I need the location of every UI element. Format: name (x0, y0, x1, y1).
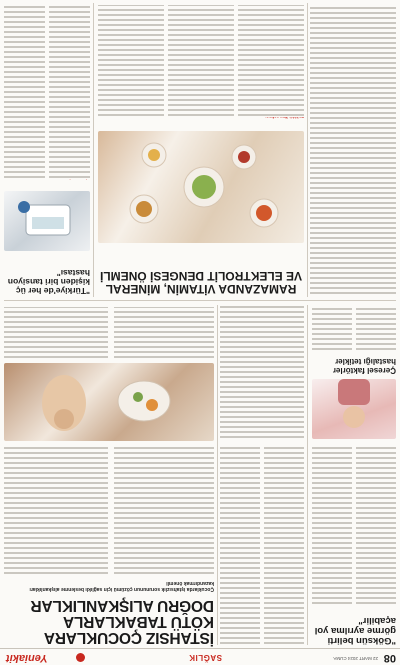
iftar-table-photo (98, 131, 304, 243)
column-rule (307, 305, 308, 645)
side-story-right-bottom-text (356, 305, 396, 351)
woman-photo (312, 379, 396, 439)
center-story-text-3 (98, 5, 164, 117)
main-headline: İSTAHSIZ ÇOCUKLARA KÖTÜ TABAKLARLA DOĞRU ALIŞKANLIKLAR (30, 597, 214, 646)
main-story-text (114, 445, 214, 575)
side-story-right-bottom-text-2 (312, 305, 352, 351)
side-story-right-bottom: Çeresel faktörler hastalığı tetikler (332, 357, 396, 375)
center-story-text (238, 5, 304, 117)
section-rule (4, 300, 396, 301)
side-story-left: "Türkiye'de her üç kişiden biri tansiyon hastası" (7, 267, 90, 296)
publication-date: 22 MART 2024 CUMA (333, 656, 378, 661)
center-story-text-2 (168, 5, 234, 117)
blood-pressure-photo (4, 191, 90, 251)
center-headline: RAMAZANDA VİTAMİN, MİNERAL VE ELEKTROLİT DENGESİ ÖNEMLİ (100, 269, 303, 296)
page-number: 08 (383, 652, 396, 664)
side-story-right-top: "Göksün belirti görme ayrılma yol açabilir" (314, 615, 396, 646)
masthead (0, 648, 400, 665)
plate-illustration (4, 363, 214, 441)
middle-column-text (264, 445, 304, 645)
food-illustration (98, 131, 304, 243)
main-story-text-2 (4, 445, 108, 575)
column-rule-2 (217, 305, 218, 645)
center-left-text (310, 5, 396, 295)
center-caption (98, 120, 304, 128)
section-label: SAĞLIK (188, 653, 222, 662)
center-story (98, 247, 304, 295)
side-story-right-top-text-2 (312, 445, 352, 605)
middle-column-text-3 (220, 305, 304, 439)
main-story-text-4 (4, 307, 108, 359)
main-story (4, 593, 214, 645)
side-story-left-text (49, 5, 90, 179)
column-rule-3 (307, 3, 308, 297)
child-eating-photo (4, 363, 214, 441)
side-story-left-text-2 (4, 5, 45, 179)
person-illustration (312, 379, 396, 439)
column-rule-4 (93, 3, 94, 297)
main-deck: Çocuklarda iştahsızlık sorununun çözümü için sağlıklı beslenme alışkanlıkları kazandırmak önemli (29, 580, 214, 592)
logo-icon (76, 653, 85, 662)
middle-column-text-2 (220, 445, 260, 645)
side-story-left-caption (4, 181, 90, 189)
main-story-text-3 (114, 307, 214, 359)
tensiometer-illustration (4, 191, 90, 251)
newspaper-logo: Yeniakit (6, 652, 48, 664)
side-story-right-top-text (356, 445, 396, 605)
